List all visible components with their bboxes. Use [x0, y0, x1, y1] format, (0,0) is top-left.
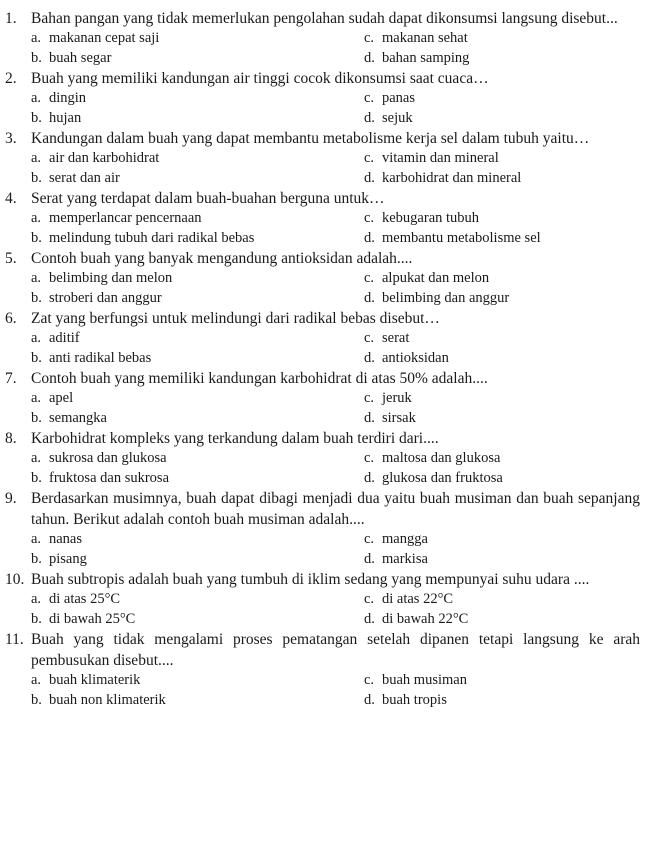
option-text: buah non klimaterik [49, 691, 166, 708]
option-text: belimbing dan anggur [382, 289, 510, 306]
question-stem [5, 248, 640, 269]
question-1 [5, 8, 640, 68]
option-letter: a. [31, 330, 42, 346]
option-text: dingin [49, 90, 87, 106]
question-9 [5, 488, 640, 569]
option-text: semangka [49, 409, 107, 426]
option-letter: c. [364, 210, 375, 226]
answer-options [5, 389, 640, 428]
option-text: di atas 25°C [49, 591, 121, 607]
question-stem [5, 488, 640, 530]
answer-option [364, 229, 640, 249]
question-number: 6. [5, 310, 17, 327]
answer-option [31, 89, 364, 109]
answer-option [31, 349, 364, 369]
answer-option [31, 590, 364, 610]
question-number: 3. [5, 130, 17, 147]
answer-option [364, 671, 640, 691]
answer-options [5, 590, 640, 629]
answer-option [364, 389, 640, 409]
option-letter: d. [364, 289, 375, 306]
option-letter: b. [31, 469, 42, 486]
option-letter: a. [31, 270, 42, 286]
answer-options [5, 329, 640, 368]
option-text: buah segar [49, 49, 112, 66]
answer-option [31, 209, 364, 229]
question-number: 7. [5, 370, 17, 387]
answer-option [364, 691, 640, 711]
option-text: sirsak [382, 409, 416, 426]
question-stem [5, 188, 640, 209]
option-text: markisa [382, 550, 428, 567]
answer-option [364, 109, 640, 129]
question-stem [5, 128, 640, 149]
question-number: 2. [5, 70, 17, 87]
option-letter: d. [364, 610, 375, 627]
answer-options [5, 449, 640, 488]
answer-option [364, 550, 640, 570]
question-number: 4. [5, 190, 17, 207]
option-letter: c. [364, 330, 375, 346]
question-number: 1. [5, 10, 17, 27]
answer-option [31, 29, 364, 49]
answer-option [31, 109, 364, 129]
question-stem [5, 8, 640, 29]
option-text: sejuk [382, 109, 413, 126]
answer-options [5, 671, 640, 710]
option-letter: c. [364, 531, 375, 547]
question-number: 9. [5, 490, 17, 507]
question-text: Kandungan dalam buah yang dapat membantu metabolisme kerja sel dalam tubuh yaitu… [31, 130, 590, 147]
option-letter: d. [364, 550, 375, 567]
answer-option [31, 269, 364, 289]
option-text: di bawah 22°C [382, 610, 469, 627]
option-text: di bawah 25°C [49, 610, 136, 627]
question-2 [5, 68, 640, 128]
question-text: Berdasarkan musimnya, buah dapat dibagi menjadi dua yaitu buah musiman dan buah sepanjang tahun. Berikut adalah contoh buah musiman adalah.... [31, 490, 640, 528]
option-letter: a. [31, 672, 42, 688]
question-stem [5, 68, 640, 89]
option-text: aditif [49, 330, 80, 346]
option-letter: c. [364, 390, 375, 406]
question-8 [5, 428, 640, 488]
question-text: Buah yang memiliki kandungan air tinggi cocok dikonsumsi saat cuaca… [31, 70, 489, 87]
question-6 [5, 308, 640, 368]
option-letter: c. [364, 672, 375, 688]
option-letter: b. [31, 169, 42, 186]
answer-option [31, 49, 364, 69]
answer-option [31, 530, 364, 550]
option-text: air dan karbohidrat [49, 150, 160, 166]
option-text: makanan sehat [382, 30, 468, 46]
option-text: membantu metabolisme sel [382, 229, 541, 246]
option-letter: c. [364, 270, 375, 286]
answer-option [364, 590, 640, 610]
option-text: makanan cepat saji [49, 30, 160, 46]
option-text: nanas [49, 531, 83, 547]
option-letter: a. [31, 591, 42, 607]
option-letter: d. [364, 49, 375, 66]
option-letter: d. [364, 229, 375, 246]
option-text: mangga [382, 531, 428, 547]
question-text: Contoh buah yang banyak mengandung antioksidan adalah.... [31, 250, 413, 267]
option-text: belimbing dan melon [49, 270, 173, 286]
answer-option [31, 671, 364, 691]
question-text: Buah yang tidak mengalami proses pematangan setelah dipanen tetapi langsung ke arah pembusukan disebut.... [31, 631, 640, 669]
option-letter: c. [364, 30, 375, 46]
question-stem [5, 428, 640, 449]
question-stem [5, 368, 640, 389]
option-letter: d. [364, 169, 375, 186]
answer-options [5, 89, 640, 128]
option-text: glukosa dan fruktosa [382, 469, 503, 486]
option-text: buah musiman [382, 672, 467, 688]
option-text: karbohidrat dan mineral [382, 169, 522, 186]
option-letter: c. [364, 450, 375, 466]
option-letter: d. [364, 469, 375, 486]
option-text: maltosa dan glukosa [382, 450, 501, 466]
answer-option [31, 550, 364, 570]
option-text: sukrosa dan glukosa [49, 450, 167, 466]
option-letter: b. [31, 550, 42, 567]
question-text: Zat yang berfungsi untuk melindungi dari radikal bebas disebut… [31, 310, 440, 327]
answer-option [364, 29, 640, 49]
answer-option [364, 89, 640, 109]
answer-option [31, 149, 364, 169]
option-text: kebugaran tubuh [382, 210, 480, 226]
option-text: memperlancar pencernaan [49, 210, 202, 226]
option-letter: b. [31, 691, 42, 708]
answer-option [31, 691, 364, 711]
option-letter: b. [31, 109, 42, 126]
option-text: buah klimaterik [49, 672, 141, 688]
answer-option [31, 449, 364, 469]
answer-options [5, 29, 640, 68]
option-text: serat dan air [49, 169, 120, 186]
option-letter: a. [31, 150, 42, 166]
question-text: Buah subtropis adalah buah yang tumbuh di iklim sedang yang mempunyai suhu udara .... [31, 571, 590, 588]
question-number: 11. [5, 631, 24, 648]
answer-option [364, 269, 640, 289]
answer-option [364, 169, 640, 189]
option-text: alpukat dan melon [382, 270, 490, 286]
option-letter: c. [364, 90, 375, 106]
option-letter: d. [364, 349, 375, 366]
question-5 [5, 248, 640, 308]
answer-option [31, 610, 364, 630]
option-letter: a. [31, 450, 42, 466]
answer-option [364, 209, 640, 229]
answer-option [31, 389, 364, 409]
question-text: Bahan pangan yang tidak memerlukan pengolahan sudah dapat dikonsumsi langsung disebut... [31, 10, 618, 27]
answer-option [31, 329, 364, 349]
option-letter: a. [31, 90, 42, 106]
question-7 [5, 368, 640, 428]
option-text: anti radikal bebas [49, 349, 152, 366]
option-letter: a. [31, 531, 42, 547]
option-text: bahan samping [382, 49, 470, 66]
option-letter: c. [364, 591, 375, 607]
answer-option [31, 409, 364, 429]
option-text: stroberi dan anggur [49, 289, 162, 306]
answer-option [364, 409, 640, 429]
option-text: apel [49, 390, 74, 406]
question-number: 5. [5, 250, 17, 267]
option-letter: b. [31, 409, 42, 426]
option-letter: d. [364, 409, 375, 426]
option-text: serat [382, 330, 410, 346]
option-letter: b. [31, 229, 42, 246]
option-letter: d. [364, 691, 375, 708]
answer-option [364, 530, 640, 550]
question-text: Serat yang terdapat dalam buah-buahan berguna untuk… [31, 190, 385, 207]
option-text: vitamin dan mineral [382, 150, 499, 166]
question-stem [5, 569, 640, 590]
answer-option [364, 49, 640, 69]
question-number: 10. [5, 571, 25, 588]
answer-options [5, 209, 640, 248]
option-letter: b. [31, 49, 42, 66]
answer-option [364, 149, 640, 169]
answer-options [5, 530, 640, 569]
question-text: Contoh buah yang memiliki kandungan karbohidrat di atas 50% adalah.... [31, 370, 488, 387]
option-text: fruktosa dan sukrosa [49, 469, 170, 486]
question-number: 8. [5, 430, 17, 447]
answer-option [31, 289, 364, 309]
answer-option [364, 610, 640, 630]
question-4 [5, 188, 640, 248]
answer-option [364, 469, 640, 489]
question-stem [5, 308, 640, 329]
option-letter: a. [31, 210, 42, 226]
option-letter: b. [31, 349, 42, 366]
option-text: pisang [49, 550, 87, 567]
answer-option [364, 349, 640, 369]
option-text: hujan [49, 109, 82, 126]
option-letter: c. [364, 150, 375, 166]
option-text: melindung tubuh dari radikal bebas [49, 229, 255, 246]
option-letter: b. [31, 610, 42, 627]
option-letter: b. [31, 289, 42, 306]
option-text: buah tropis [382, 691, 447, 708]
option-text: di atas 22°C [382, 591, 454, 607]
answer-option [364, 449, 640, 469]
answer-option [31, 169, 364, 189]
option-letter: a. [31, 390, 42, 406]
question-stem [5, 629, 640, 671]
answer-option [364, 329, 640, 349]
question-10 [5, 569, 640, 629]
option-letter: a. [31, 30, 42, 46]
answer-option [364, 289, 640, 309]
option-text: antioksidan [382, 349, 449, 366]
question-text: Karbohidrat kompleks yang terkandung dalam buah terdiri dari.... [31, 430, 439, 447]
option-letter: d. [364, 109, 375, 126]
answer-options [5, 269, 640, 308]
answer-option [31, 469, 364, 489]
option-text: jeruk [382, 390, 412, 406]
question-11 [5, 629, 640, 710]
option-text: panas [382, 90, 416, 106]
question-3 [5, 128, 640, 188]
answer-option [31, 229, 364, 249]
answer-options [5, 149, 640, 188]
